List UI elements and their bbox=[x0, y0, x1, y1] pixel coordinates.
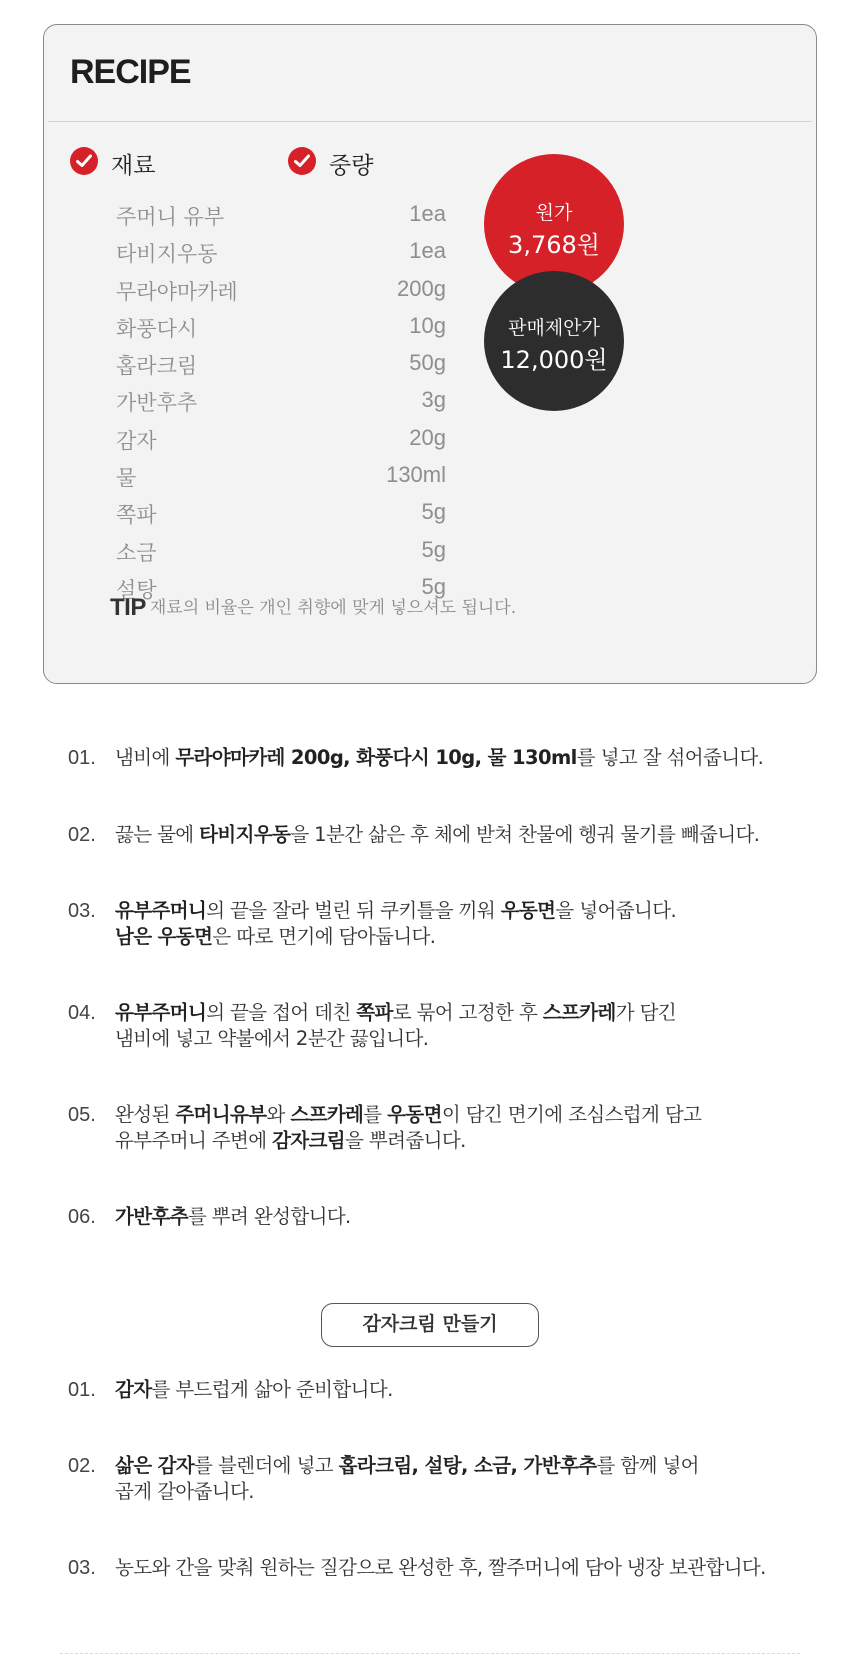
recipe-card bbox=[43, 24, 817, 684]
step-number: 02. bbox=[68, 1455, 96, 1477]
recipe-title: RECIPE bbox=[70, 53, 191, 91]
ingredient-amount: 130ml bbox=[386, 462, 446, 488]
ingredient-name: 설탕 bbox=[116, 577, 157, 602]
ingredient-row bbox=[116, 454, 446, 491]
ingredient-name: 물 bbox=[116, 466, 137, 491]
ingredient-name: 타비지우동 bbox=[116, 242, 218, 267]
step-number: 06. bbox=[68, 1206, 96, 1228]
step-number: 01. bbox=[68, 747, 96, 769]
ingredient-list bbox=[116, 193, 446, 603]
tip-note bbox=[110, 593, 516, 622]
ingredient-amount: 10g bbox=[409, 312, 446, 338]
suggested-price-value: 12,000원 bbox=[500, 346, 608, 374]
ingredient-row bbox=[116, 230, 446, 267]
ingredient-name: 홉라크림 bbox=[116, 354, 198, 379]
suggested-price-badge bbox=[484, 271, 624, 411]
ingredient-row bbox=[116, 268, 446, 305]
ingredient-amount: 20g bbox=[409, 424, 446, 450]
ingredient-amount: 3g bbox=[421, 387, 446, 413]
ingredient-amount: 1ea bbox=[409, 238, 446, 264]
ingredient-row bbox=[116, 379, 446, 416]
tip-text: 재료의 비율은 개인 취향에 맞게 넣으셔도 됩니다. bbox=[149, 598, 517, 618]
ingredient-name: 쪽파 bbox=[116, 503, 157, 528]
step-text: 감자를 부드럽게 삶아 준비합니다. bbox=[115, 1378, 393, 1401]
ingredient-name: 무라야마카레 bbox=[116, 279, 238, 304]
step-text: 유부주머니의 끝을 접어 데친 쪽파로 묶어 고정한 후 스프카레가 담긴 냄비에 넣고 약불에서 2분간 끓입니다. bbox=[115, 1001, 677, 1050]
card-divider bbox=[48, 121, 812, 122]
step-text: 냄비에 무라야마카레 200g, 화풍다시 10g, 물 130ml를 넣고 잘 섞어줍니다. bbox=[115, 746, 764, 769]
ingredient-amount: 5g bbox=[421, 573, 446, 599]
ingredient-name: 가반후추 bbox=[116, 391, 198, 416]
suggested-price-label: 판매제안가 bbox=[508, 317, 600, 339]
potato-cream-section-title: 감자크림 만들기 bbox=[321, 1303, 539, 1347]
step-text: 가반후추를 뿌려 완성합니다. bbox=[115, 1205, 351, 1228]
cost-label: 원가 bbox=[535, 202, 573, 224]
bottom-divider bbox=[60, 1653, 800, 1654]
ingredient-name: 주머니 유부 bbox=[116, 205, 225, 229]
ingredient-row bbox=[116, 305, 446, 342]
ingredient-amount: 5g bbox=[421, 536, 446, 562]
step-text: 삶은 감자를 블렌더에 넣고 홉라크림, 설탕, 소금, 가반후추를 함께 넣어 곱게 갈아줍니다. bbox=[115, 1454, 699, 1503]
check-circle-icon bbox=[288, 147, 316, 175]
ingredient-name: 감자 bbox=[116, 428, 157, 453]
ingredient-row bbox=[116, 342, 446, 379]
step-text: 완성된 주머니유부와 스프카레를 우동면이 담긴 면기에 조심스럽게 담고 유부주머니 주변에 감자크림을 뿌려줍니다. bbox=[115, 1103, 702, 1152]
ingredient-column-header: 재료 bbox=[111, 153, 156, 179]
step-number: 01. bbox=[68, 1379, 96, 1401]
ingredient-name: 소금 bbox=[116, 540, 157, 565]
step-number: 02. bbox=[68, 824, 96, 846]
step-number: 03. bbox=[68, 1557, 96, 1579]
ingredient-amount: 200g bbox=[397, 275, 446, 301]
ingredient-name: 화풍다시 bbox=[116, 316, 198, 341]
check-circle-icon bbox=[70, 147, 98, 175]
ingredient-row bbox=[116, 529, 446, 566]
step-text: 유부주머니의 끝을 잘라 벌린 뒤 쿠키틀을 끼워 우동면을 넣어줍니다. 남은 우동면은 따로 면기에 담아둡니다. bbox=[115, 899, 677, 948]
step-text: 농도와 간을 맞춰 원하는 질감으로 완성한 후, 짤주머니에 담아 냉장 보관합니다. bbox=[115, 1556, 766, 1579]
step-number: 05. bbox=[68, 1104, 96, 1126]
step-number: 03. bbox=[68, 900, 96, 922]
ingredient-row bbox=[116, 193, 446, 230]
step-text: 끓는 물에 타비지우동을 1분간 삶은 후 체에 받쳐 찬물에 헹궈 물기를 빼줍니다. bbox=[115, 823, 760, 846]
ingredient-row bbox=[116, 417, 446, 454]
ingredient-amount: 50g bbox=[409, 350, 446, 376]
amount-column-header: 중량 bbox=[329, 153, 374, 179]
ingredient-amount: 1ea bbox=[409, 201, 446, 226]
cost-value: 3,768원 bbox=[508, 231, 600, 259]
tip-label: TIP bbox=[110, 594, 146, 621]
ingredient-amount: 5g bbox=[421, 499, 446, 525]
ingredient-row bbox=[116, 491, 446, 528]
step-number: 04. bbox=[68, 1002, 96, 1024]
